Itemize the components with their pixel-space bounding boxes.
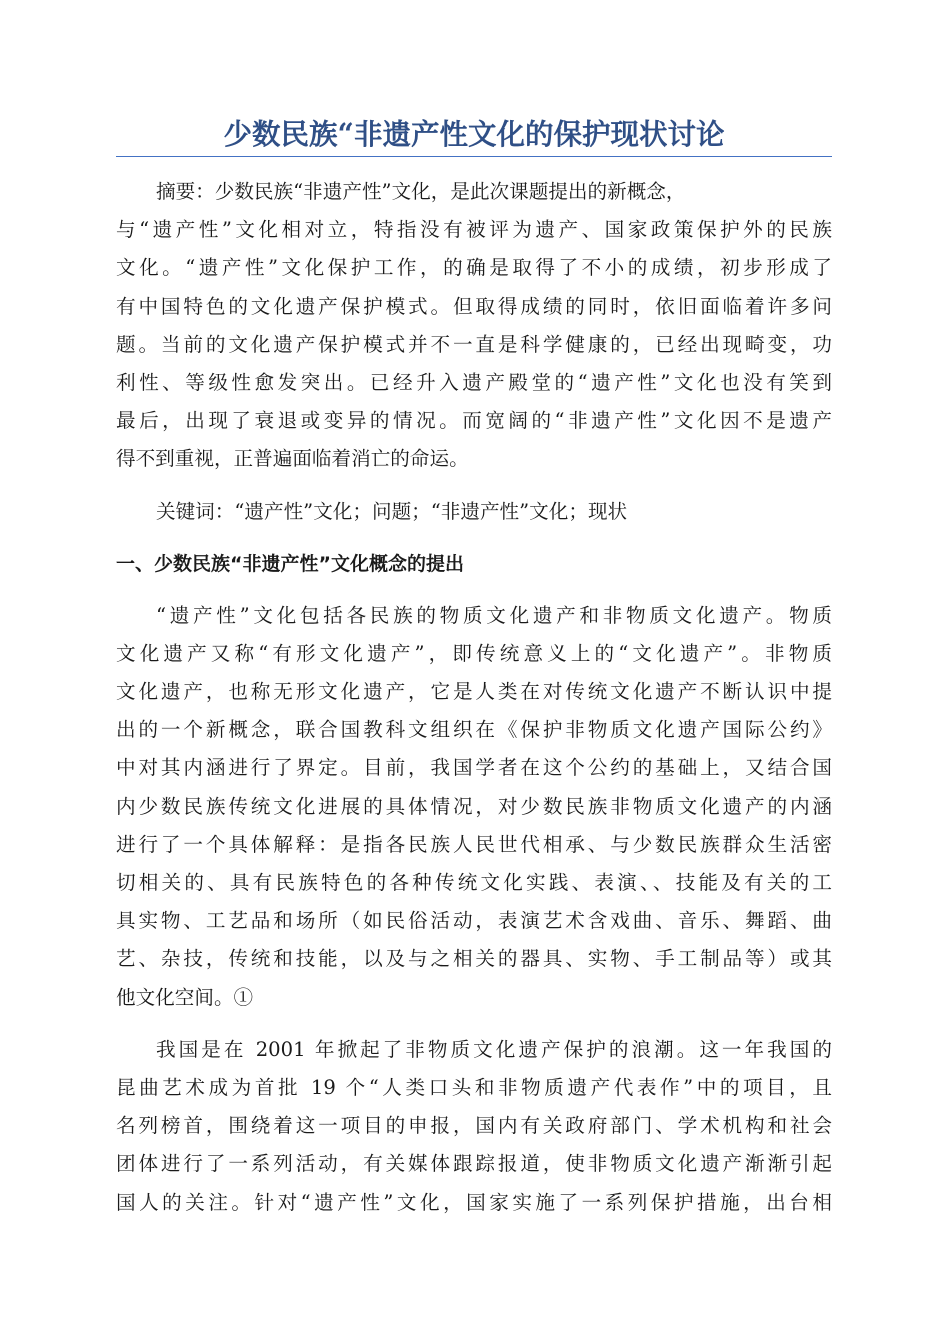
body-line: 进行了一个具体解释：是指各民族人民世代相承、与少数民族群众生活密 [116, 832, 832, 856]
body-line: 他文化空间。① [116, 985, 254, 1009]
body-line: 国人的关注。针对“遗产性”文化，国家实施了一系列保护措施，出台相 [116, 1190, 832, 1214]
body-line: 昆曲艺术成为首批 19 个“人类口头和非物质遗产代表作”中的项目，且 [116, 1075, 832, 1099]
abstract-line: 摘要：少数民族“非遗产性”文化，是此次课题提出的新概念， [156, 180, 686, 203]
body-line: 具实物、工艺品和场所（如民俗活动，表演艺术含戏曲、音乐、舞蹈、曲 [116, 909, 832, 933]
body-line: 团体进行了一系列活动，有关媒体跟踪报道，使非物质文化遗产渐渐引起 [116, 1152, 832, 1176]
document-title: 少数民族“非遗产性文化的保护现状讨论 [223, 117, 725, 151]
abstract-line: 利性、等级性愈发突出。已经升入遗产殿堂的“遗产性”文化也没有笑到 [116, 370, 832, 394]
body-line: 出的一个新概念，联合国教科文组织在《保护非物质文化遗产国际公约》 [116, 718, 832, 742]
abstract-line: 得不到重视，正普遍面临着消亡的命运。 [116, 447, 469, 471]
abstract-paragraph [116, 173, 832, 479]
document-page [116, 112, 832, 1222]
abstract-line: 有中国特色的文化遗产保护模式。但取得成绩的同时，依旧面临着许多问 [116, 294, 832, 318]
section-heading: 一、少数民族“非遗产性”文化概念的提出 [116, 552, 464, 575]
body-line: 文化遗产，也称无形文化遗产，它是人类在对传统文化遗产不断认识中提 [116, 680, 832, 704]
body-line: 切相关的、具有民族特色的各种传统文化实践、表演、、技能及有关的工 [116, 871, 832, 894]
title-underline [116, 156, 832, 157]
body-line: 艺、杂技，传统和技能，以及与之相关的器具、实物、手工制品等）或其 [116, 947, 832, 971]
body-paragraph-1 [116, 597, 832, 1017]
abstract-line: 文化。“遗产性”文化保护工作，的确是取得了不小的成绩，初步形成了 [116, 256, 832, 280]
body-line: 内少数民族传统文化进展的具体情况，对少数民族非物质文化遗产的内涵 [116, 794, 832, 818]
abstract-line: 最后，出现了衰退或变异的情况。而宽阔的“非遗产性”文化因不是遗产 [116, 409, 832, 433]
keywords-line: 关键词：“遗产性”文化；问题；“非遗产性”文化；现状 [156, 499, 628, 523]
keywords-paragraph [116, 493, 832, 531]
body-paragraph-2 [116, 1031, 832, 1222]
body-line: 我国是在 2001 年掀起了非物质文化遗产保护的浪潮。这一年我国的 [156, 1037, 832, 1061]
abstract-line: 与“遗产性”文化相对立，特指没有被评为遗产、国家政策保护外的民族 [116, 218, 832, 242]
body-line: 文化遗产又称“有形文化遗产”，即传统意义上的“文化遗产”。非物质 [116, 641, 832, 665]
body-line: 名列榜首，围绕着这一项目的申报，国内有关政府部门、学术机构和社会 [116, 1114, 832, 1138]
body-line: “遗产性”文化包括各民族的物质文化遗产和非物质文化遗产。物质 [156, 603, 832, 627]
body-line: 中对其内涵进行了界定。目前，我国学者在这个公约的基础上，又结合国 [116, 756, 832, 780]
abstract-line: 题。当前的文化遗产保护模式并不一直是科学健康的，已经出现畸变，功 [116, 332, 832, 356]
